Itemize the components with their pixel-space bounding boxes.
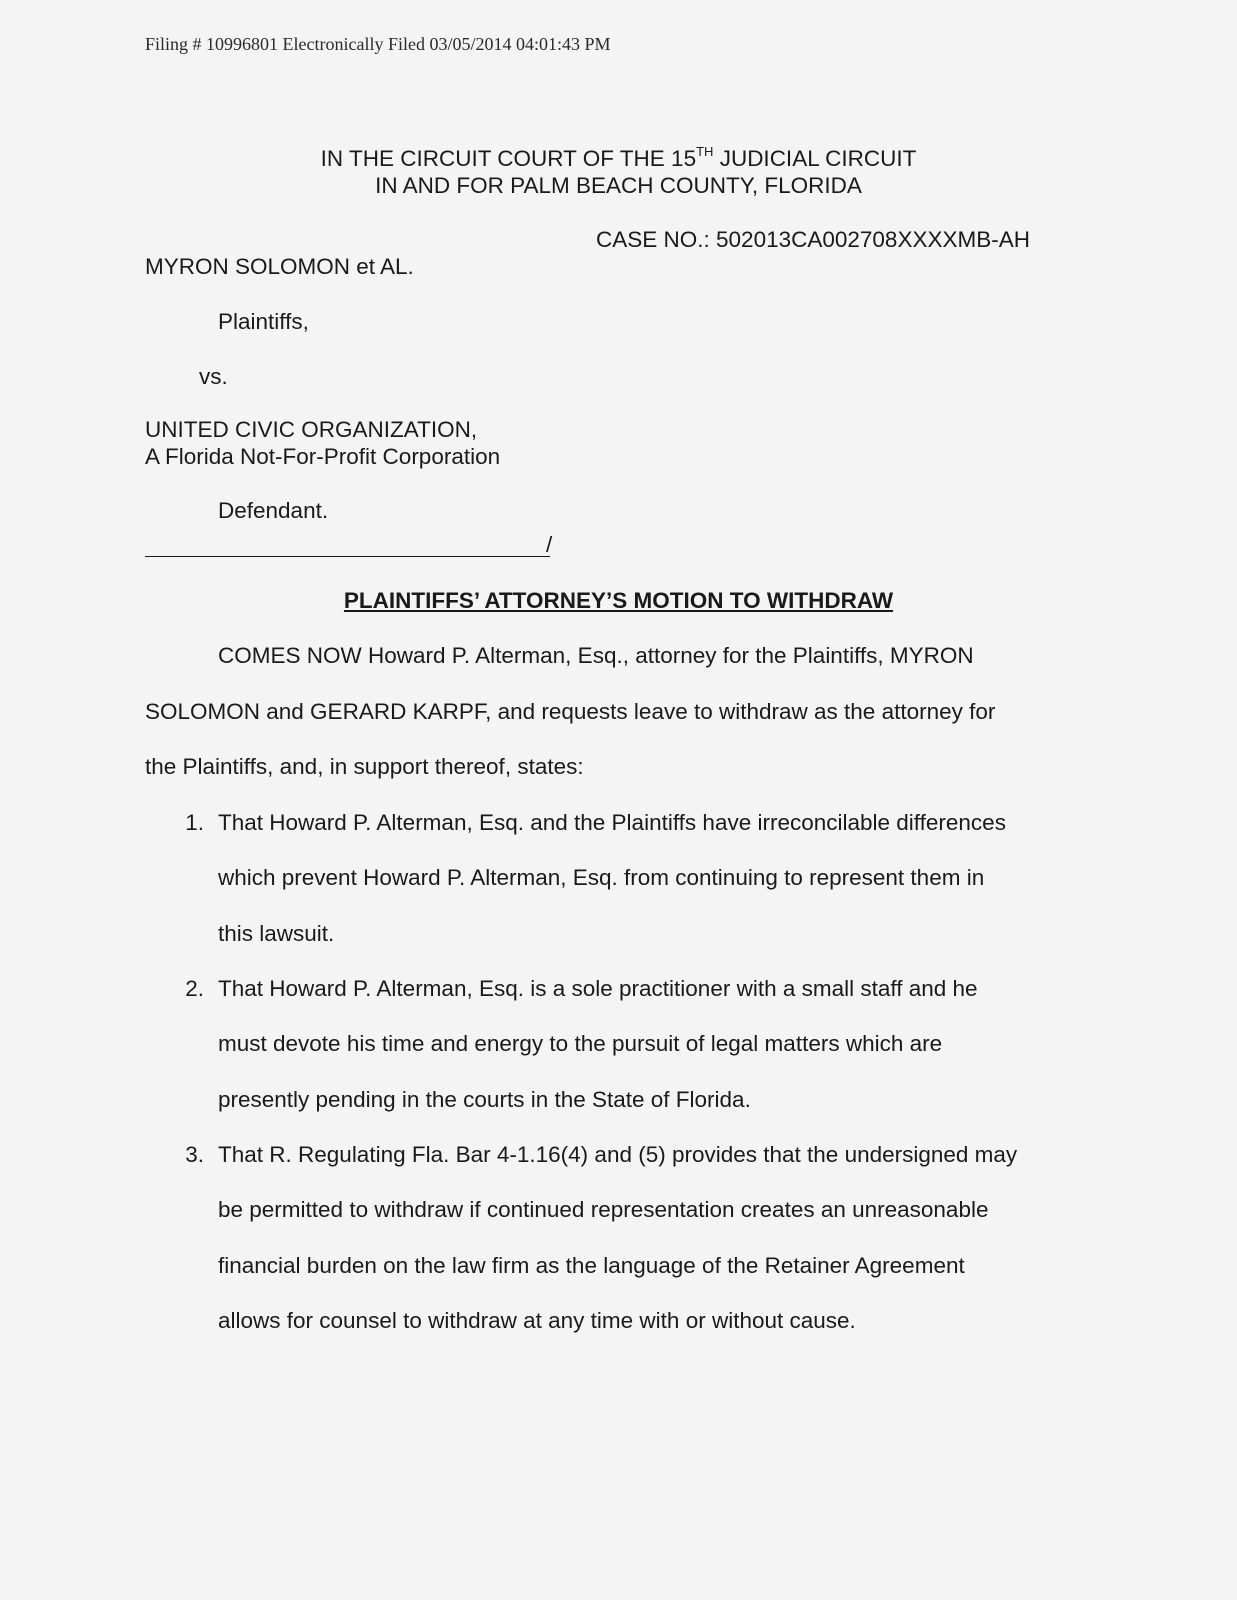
defendant-name: UNITED CIVIC ORGANIZATION, xyxy=(145,417,478,442)
intro-line: COMES NOW Howard P. Alterman, Esq., attorney for the Plaintiffs, MYRON xyxy=(218,643,974,668)
caption-slash: / xyxy=(546,532,553,557)
motion-title: PLAINTIFFS’ ATTORNEY’S MOTION TO WITHDRAW xyxy=(343,588,894,613)
caption-rule xyxy=(145,556,550,557)
item-line: financial burden on the law firm as the language of the Retainer Agreement xyxy=(218,1253,965,1278)
court-name-line-2: IN AND FOR PALM BEACH COUNTY, FLORIDA xyxy=(375,173,862,198)
intro-line: SOLOMON and GERARD KARPF, and requests leave to withdraw as the attorney for xyxy=(145,699,996,724)
defendant-description: A Florida Not-For-Profit Corporation xyxy=(145,444,501,469)
filing-header: Filing # 10996801 Electronically Filed 03/05/2014 04:01:43 PM xyxy=(145,34,611,54)
item-line: That Howard P. Alterman, Esq. and the Plaintiffs have irreconcilable differences xyxy=(218,810,1006,835)
plaintiff-role: Plaintiffs, xyxy=(218,309,309,334)
item-line: which prevent Howard P. Alterman, Esq. from continuing to represent them in xyxy=(218,865,985,890)
item-line: must devote his time and energy to the pursuit of legal matters which are xyxy=(218,1031,943,1056)
item-line: be permitted to withdraw if continued representation creates an unreasonable xyxy=(218,1197,989,1222)
item-line: presently pending in the courts in the State of Florida. xyxy=(218,1087,751,1112)
item-line: That Howard P. Alterman, Esq. is a sole practitioner with a small staff and he xyxy=(218,976,978,1001)
plaintiff-name: MYRON SOLOMON et AL. xyxy=(145,254,414,279)
court-name-line-1 xyxy=(0,146,1237,172)
item-line: allows for counsel to withdraw at any time with or without cause. xyxy=(218,1308,856,1333)
court-line1-text: IN THE CIRCUIT COURT OF THE 15 xyxy=(320,146,697,171)
defendant-role: Defendant. xyxy=(218,498,329,523)
item-line: That R. Regulating Fla. Bar 4-1.16(4) and (5) provides that the undersigned may xyxy=(218,1142,1018,1167)
item-line: this lawsuit. xyxy=(218,921,335,946)
court-line1-superscript: TH xyxy=(696,144,714,159)
item-number: 3. xyxy=(185,1142,204,1167)
court-line1-suffix: JUDICIAL CIRCUIT xyxy=(713,146,917,171)
intro-line: the Plaintiffs, and, in support thereof, states: xyxy=(145,754,584,779)
item-number: 1. xyxy=(185,810,204,835)
case-number: CASE NO.: 502013CA002708XXXXMB-AH xyxy=(596,227,1030,252)
item-number: 2. xyxy=(185,976,204,1001)
versus: vs. xyxy=(199,364,228,389)
